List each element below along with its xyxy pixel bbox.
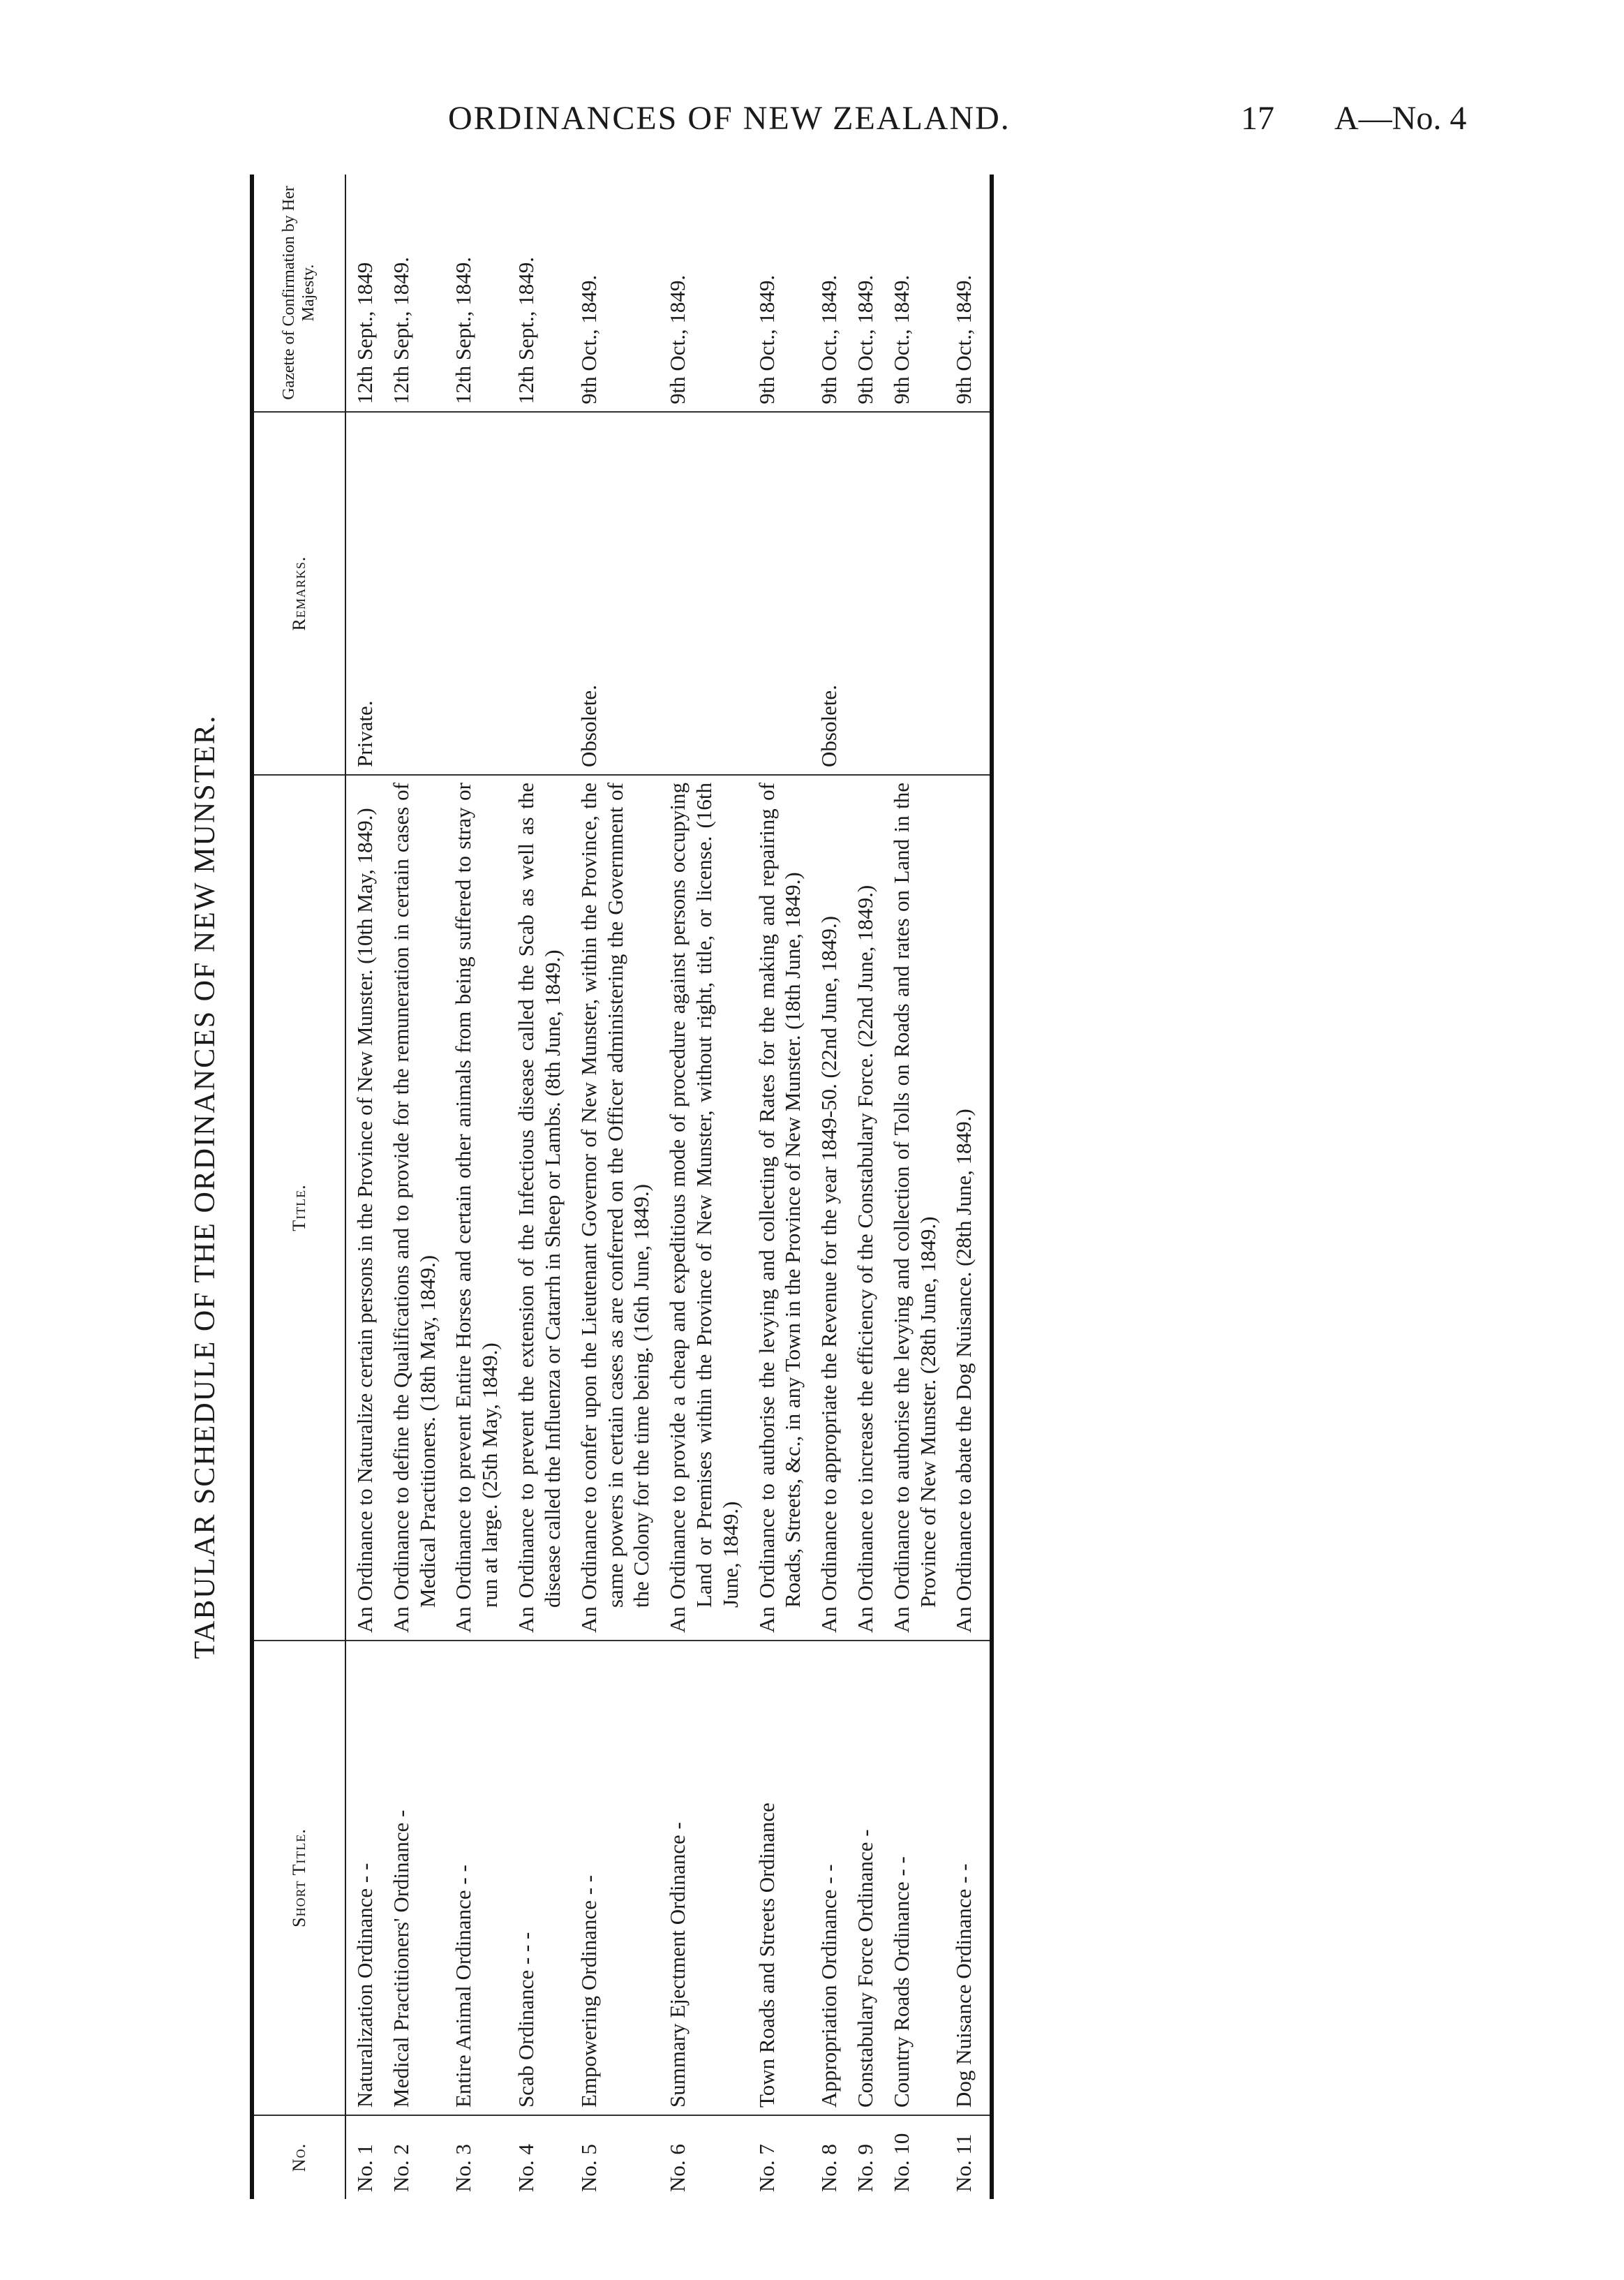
table-row (810, 175, 847, 2199)
ordinance-title: An Ordinance to authorise the levying and collection of Tolls on Roads and rates on Land in the Province of New Munster. (28th June, 1849.) (883, 775, 946, 1641)
table-row (847, 175, 883, 2199)
ordinance-title: An Ordinance to appropriate the Revenue for the year 1849-50. (22nd June, 1849.) (810, 775, 847, 1641)
ordinance-short-title: Medical Practitioners' Ordinance - (382, 1641, 445, 2115)
document-reference: A—No. 4 (1334, 100, 1467, 137)
ordinance-title: An Ordinance to prevent the extension of the Infectious disease called the Scab as well as the disease called the Influenza or Catarrh in Sheep or Lambs. (8th June, 1849.) (507, 775, 570, 1641)
table-row (659, 175, 747, 2199)
table-row (382, 175, 445, 2199)
ordinance-number: No. 11 (945, 2115, 992, 2199)
ordinance-title: An Ordinance to abate the Dog Nuisance. (28th June, 1849.) (945, 775, 992, 1641)
ordinance-number: No. 10 (883, 2115, 946, 2199)
ordinance-remarks (445, 412, 507, 775)
page-number: 17 (1241, 100, 1274, 137)
table-row (748, 175, 811, 2199)
ordinance-number: No. 4 (507, 2115, 570, 2199)
header-title: Title. (252, 775, 345, 1641)
header-short-title: Short Title. (252, 1641, 345, 2115)
table-row (445, 175, 507, 2199)
header-gazette: Gazette of Confirmation by Her Majesty. (252, 175, 345, 412)
ordinance-short-title: Summary Ejectment Ordinance - (659, 1641, 747, 2115)
ordinance-title: An Ordinance to prevent Entire Horses and certain other animals from being suffered to stray or run at large. (25th May, 1849.) (445, 775, 507, 1641)
ordinance-number: No. 1 (345, 2115, 382, 2199)
ordinance-title: An Ordinance to confer upon the Lieutenant Governor of New Munster, within the Province, the same powers in certain cases as are conferred on the Officer administering the Government of the Colony for the time being. (16th June, 1849.) (570, 775, 659, 1641)
ordinance-short-title: Town Roads and Streets Ordinance (748, 1641, 811, 2115)
ordinance-short-title: Country Roads Ordinance - - (883, 1641, 946, 2115)
ordinance-number: No. 2 (382, 2115, 445, 2199)
running-head (0, 99, 1624, 155)
ordinance-short-title: Scab Ordinance - - - (507, 1641, 570, 2115)
ordinance-gazette-date: 9th Oct., 1849. (576, 274, 601, 404)
ordinance-gazette-date: 12th Sept., 1849. (388, 257, 413, 404)
ordinance-short-title: Empowering Ordinance - - (570, 1641, 659, 2115)
ordinance-title: An Ordinance to Naturalize certain persons in the Province of New Munster. (10th May, 1849.) (345, 775, 382, 1641)
ordinance-gazette-date: 9th Oct., 1849. (817, 274, 842, 404)
ordinance-number: No. 8 (810, 2115, 847, 2199)
ordinance-title: An Ordinance to define the Qualifications and to provide for the remuneration in certain cases of Medical Practitioners. (18th May, 1849.) (382, 775, 445, 1641)
table-row (345, 175, 382, 2199)
ordinance-remarks (507, 412, 570, 775)
ordinance-title: An Ordinance to increase the efficiency of the Constabulary Force. (22nd June, 1849.) (847, 775, 883, 1641)
ordinance-title: An Ordinance to provide a cheap and expeditious mode of procedure against persons occupying Land or Premises within the Province of New Munster, without right, title, or license. (16th June, 1849.) (659, 775, 747, 1641)
table-row (570, 175, 659, 2199)
header-no: No. (252, 2115, 345, 2199)
running-head-title: ORDINANCES OF NEW ZEALAND. (448, 100, 1011, 137)
ordinance-remarks (945, 412, 992, 775)
ordinance-short-title: Constabulary Force Ordinance - (847, 1641, 883, 2115)
rotated-schedule-area (188, 175, 1291, 2199)
ordinance-remarks (382, 412, 445, 775)
ordinance-remarks: Obsolete. (570, 412, 659, 775)
ordinance-remarks (847, 412, 883, 775)
ordinance-remarks (883, 412, 946, 775)
ordinance-gazette-date: 12th Sept., 1849 (352, 262, 377, 404)
ordinance-remarks (659, 412, 747, 775)
table-header-row (252, 175, 345, 2199)
ordinance-gazette-date: 9th Oct., 1849. (888, 274, 914, 404)
ordinance-number: No. 5 (570, 2115, 659, 2199)
ordinance-title: An Ordinance to authorise the levying and collecting of Rates for the making and repairing of Roads, Streets, &c., in any Town in the Province of New Munster. (18th June, 1849.) (748, 775, 811, 1641)
ordinance-number: No. 3 (445, 2115, 507, 2199)
ordinance-gazette-date: 9th Oct., 1849. (853, 274, 877, 404)
ordinance-gazette-date: 12th Sept., 1849. (451, 257, 476, 404)
ordinance-short-title: Naturalization Ordinance - - (345, 1641, 382, 2115)
ordinance-remarks: Private. (345, 412, 382, 775)
ordinance-short-title: Dog Nuisance Ordinance - - (945, 1641, 992, 2115)
table-row (883, 175, 946, 2199)
ordinances-schedule-table (250, 175, 994, 2199)
header-remarks: Remarks. (252, 412, 345, 775)
table-title: TABULAR SCHEDULE OF THE ORDINANCES OF NEW MUNSTER. (189, 714, 221, 1659)
ordinance-number: No. 7 (748, 2115, 811, 2199)
ordinance-gazette-date: 12th Sept., 1849. (514, 257, 539, 404)
ordinance-short-title: Appropriation Ordinance - - (810, 1641, 847, 2115)
ordinance-gazette-date: 9th Oct., 1849. (665, 274, 690, 404)
ordinance-gazette-date: 9th Oct., 1849. (951, 274, 976, 404)
ordinance-number: No. 6 (659, 2115, 747, 2199)
ordinance-remarks: Obsolete. (810, 412, 847, 775)
ordinance-remarks (748, 412, 811, 775)
ordinance-gazette-date: 9th Oct., 1849. (754, 274, 779, 404)
table-row (945, 175, 992, 2199)
ordinance-number: No. 9 (847, 2115, 883, 2199)
table-row (507, 175, 570, 2199)
ordinance-short-title: Entire Animal Ordinance - - (445, 1641, 507, 2115)
